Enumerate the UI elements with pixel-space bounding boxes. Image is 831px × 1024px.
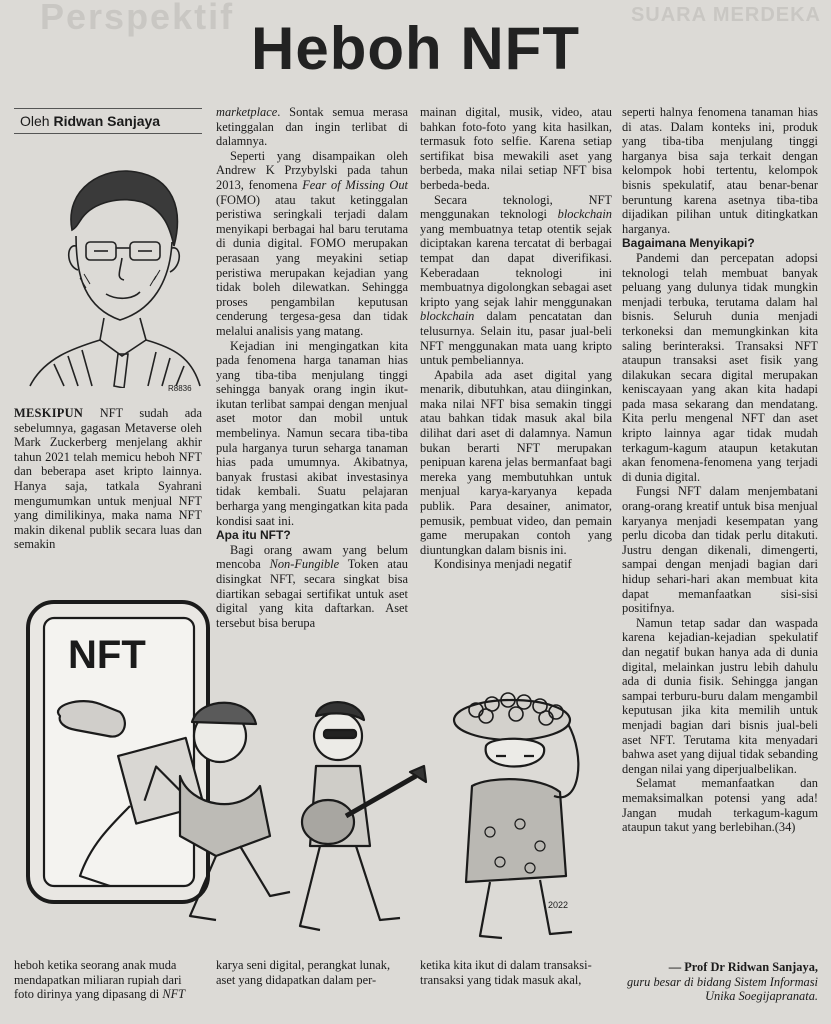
- paragraph: Kondisinya menjadi negatif: [434, 557, 572, 572]
- paragraph: Seperti yang disampaikan oleh Andrew K Przybylski pada tahun 2013, fenomena Fear of Missing Out (FOMO) atau takut ketinggalan peristiwa seringkali terjadi dalam menyikapi berbagai hal baru terutama di dunia digital. FOMO merupakan perasaan yang meyakini setiap peristiwa merupakan kejadian yang tidak boleh dilewatkan. Sehingga proses pengambilan keputusan cenderung tergesa-gesa dan tidak melalui analisis yang matang.: [216, 148, 408, 338]
- byline-name: Ridwan Sanjaya: [53, 113, 161, 129]
- bottom-text-2: karya seni digital, perangkat lunak, aset yang didapatkan dalam per-: [216, 958, 391, 987]
- paragraph: Namun tetap sadar dan waspada karena kejadian-kejadian spekulatif dan negatif bukan hanya ada di dunia digital, melainkan justru lebih dahulu ada di dunia fisik. Sehingga jangan sampai terburu-buru dalam mengambil keputusan jika kita memilih untuk menjadi bagian dari bisnis jual-beli aset NFT. Terutama kita menyadari bahwa aset yang dijual tidak sebanding dengan nilai yang diperjualbelikan.: [622, 615, 818, 776]
- bottom-text-3: ketika kita ikut di dalam transaksi-transaksi yang tidak masuk akal,: [420, 958, 592, 987]
- masthead-left: Perspektif: [40, 0, 235, 37]
- subheading: Bagaimana Menyikapi?: [622, 236, 755, 251]
- paragraph: Secara teknologi, NFT menggunakan teknologi blockchain yang membuatnya tetap otentik sejak diciptakan karena tercatat di berbagai tempat dan dapat diverifikasi. Keberadaan teknologi ini membuatnya digolongkan sebagai aset kripto yang sejak lahir menggunakan blockchain dalam pencatatan dan telusurnya. Selain itu, pasar jual-beli NFT menggunakan mata uang kripto untuk pembeliannya.: [420, 192, 612, 368]
- column-2: [216, 105, 408, 630]
- headline: Heboh NFT: [251, 15, 580, 82]
- paragraph: MESKIPUN NFT sudah ada sebelumnya, gagasan Metaverse oleh Mark Zuckerberg menjelang akhir tahun 2021 telah memicu heboh NFT dan beberapa aset kripto lainnya. Hanya saja, tatkala Syahrani mengumumkan untuk menjual NFT yang dimilikinya, maka nama NFT makin dikenal publik secara luas dan semakin: [14, 406, 202, 552]
- cartoon-nft-text: NFT: [68, 633, 146, 677]
- column-3: [420, 105, 612, 572]
- masthead-right: SUARA MERDEKA: [630, 4, 821, 26]
- paragraph: Apabila ada aset digital yang menarik, dibutuhkan, atau diinginkan, maka nilai NFT bisa semakin tinggi atau bahkan tidak masuk akal bila dilihat dari aset di dalamnya. Namun bukan berarti NFT merupakan penipuan karena jelas bermanfaat bagi mereka yang membutuhkan untuk menjual karya-karyanya kepada publik. Para desainer, animator, pemusik, pembuat video, dan pemain game merupakan contoh yang diuntungkan dalam bisnis ini.: [420, 367, 612, 557]
- paragraph: Kejadian ini mengingatkan kita pada fenomena harga tanaman hias yang tiba-tiba menjulang tinggi sehingga banyak orang ingin ikut-ikutan terlibat sampai dengan menjual aset motor dan mobil untuk membelinya. Namun secara tiba-tiba pula harganya turun seharga tanaman hias pada umumnya. Akibatnya, banyak frustasi akibat investasinya tidak kembali. Suatu pelajaran berharga yang mengingatkan kita pada kondisi saat ini.: [216, 338, 408, 528]
- paragraph: mainan digital, musik, video, atau bahkan foto-foto yang kita hasilkan, termasuk foto selfie. Karena setiap sertifikat bisa mewakili aset yang berbeda, maka nilai setiap NFT bisa berbeda-beda.: [420, 105, 612, 192]
- author-signoff: [622, 960, 818, 1004]
- paragraph: Pandemi dan percepatan adopsi teknologi telah membuat banyak peluang yang dulunya tidak mungkin menjadi terbuka, terutama dalam hal bisnis. Seluruh dunia menjadi terkoneksi dan memungkinkan kita saling berinteraksi. Transaksi NFT ataupun transaksi aset fisik yang dilakukan secara digital merupakan keniscayaan yang akan kita hadapi pada masa sekarang dan mendatang. Kita perlu mengenal NFT dan aset kripto lainnya agar tidak mudah terkagum-kagum ataupun ketakutan akan fenomena-fenomena yang terjadi di dunia digital.: [622, 250, 818, 484]
- paragraph: marketplace. Sontak semua merasa ketinggalan dan ingin terlibat di dalamnya.: [216, 105, 408, 149]
- paragraph: seperti halnya fenomena tanaman hias di atas. Dalam konteks ini, produk yang tiba-tiba menjulang tinggi harganya bisa saja terkait dengan kelompok hobi tertentu, kelompok bisnis spekulatif, atau benar-benar beruntung karena asetnya tiba-tiba dijadikan pilihan untuk ditingkatkan harganya.: [622, 105, 818, 236]
- byline-prefix: Oleh: [20, 113, 50, 129]
- column-4: [622, 105, 818, 835]
- author-portrait: [24, 158, 204, 388]
- column-1: [14, 406, 202, 552]
- paragraph: Fungsi NFT dalam menjembatani orang-orang kreatif untuk bisa menjual karyanya menjadi kesempatan yang perlu dicoba dan tidak perlu ditakuti. Justru dengan dikenali, dimengerti, sampai dengan menjadi bagian dari hidup sehari-hari akan membuat kita dapat memanfaatkan sisi-sisi positifnya.: [622, 484, 818, 616]
- signoff-name: — Prof Dr Ridwan Sanjaya,: [668, 960, 818, 974]
- cartoon-signature: 2022: [548, 900, 569, 910]
- paragraph: Selamat memanfaatkan dan memaksimalkan potensi yang ada! Jangan mudah terkagum-kagum ataupun takut yang berlebihan.(34): [622, 776, 818, 835]
- bottom-text-1: heboh ketika seorang anak muda mendapatkan miliaran rupiah dari foto dirinya yang dipasang di NFT: [14, 958, 186, 1002]
- paragraph: Bagi orang awam yang belum mencoba Non-Fungible Token atau disingkat NFT, secara singkat bisa diartikan sebagai sertifikat untuk aset digital yang kita daftarkan. Aset tersebut bisa berupa: [216, 542, 408, 630]
- subheading: Apa itu NFT?: [216, 528, 291, 543]
- lead-word: MESKIPUN: [14, 406, 84, 420]
- portrait-signature: R8836: [168, 384, 192, 393]
- signoff-title: guru besar di bidang Sistem Informasi Unika Soegijapranata.: [626, 974, 818, 1004]
- cartoon-illustration: [20, 596, 610, 956]
- byline: [14, 108, 202, 134]
